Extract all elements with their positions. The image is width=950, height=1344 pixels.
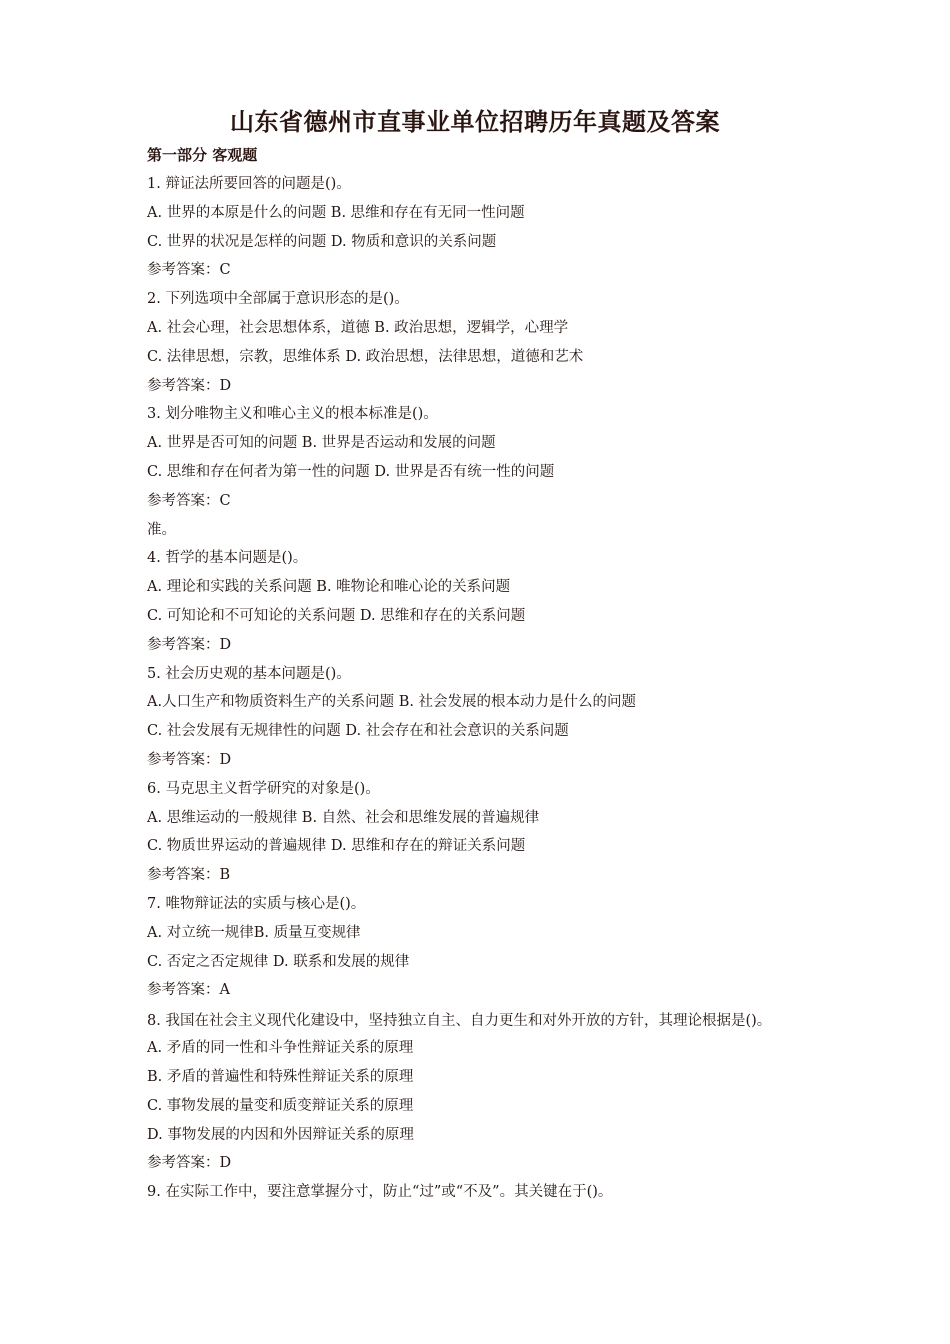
text-line: C. 事物发展的量变和质变辩证关系的原理 — [147, 1097, 414, 1114]
text-line: 5. 社会历史观的基本问题是()。 — [147, 665, 351, 682]
text-line: A. 矛盾的同一性和斗争性辩证关系的原理 — [147, 1040, 414, 1057]
text-line: 3. 划分唯物主义和唯心主义的根本标准是()。 — [147, 406, 438, 423]
text-line: C. 社会发展有无规律性的问题 D. 社会存在和社会意识的关系问题 — [147, 723, 569, 740]
text-line: 7. 唯物辩证法的实质与核心是()。 — [147, 895, 366, 912]
text-line: B. 矛盾的普遍性和特殊性辩证关系的原理 — [147, 1068, 414, 1085]
answer-line: 参考答案：B — [147, 867, 231, 884]
question-block-1 — [147, 174, 852, 1009]
answer-line: 参考答案：D — [147, 636, 232, 653]
text-line: C. 思维和存在何者为第一性的问题 D. 世界是否有统一性的问题 — [147, 463, 555, 480]
text-line: A. 理论和实践的关系问题 B. 唯物论和唯心论的关系问题 — [147, 579, 511, 596]
text-line: D. 事物发展的内因和外因辩证关系的原理 — [147, 1126, 414, 1143]
text-line: A.人口生产和物质资料生产的关系问题 B. 社会发展的根本动力是什么的问题 — [147, 694, 637, 711]
answer-line: 参考答案：C — [147, 262, 231, 279]
answer-line: 参考答案：C — [147, 492, 231, 509]
text-line: 2. 下列选项中全部属于意识形态的是()。 — [147, 291, 409, 308]
text-line: C. 可知论和不可知论的关系问题 D. 思维和存在的关系问题 — [147, 607, 526, 624]
text-line: A. 思维运动的一般规律 B. 自然、社会和思维发展的普遍规律 — [147, 809, 540, 826]
text-line: 1. 辩证法所要回答的问题是()。 — [147, 176, 351, 192]
text-line: 6. 马克思主义哲学研究的对象是()。 — [147, 780, 380, 797]
text-line: A. 对立统一规律B. 质量互变规律 — [147, 924, 361, 941]
text-line: C. 物质世界运动的普遍规律 D. 思维和存在的辩证关系问题 — [147, 838, 526, 855]
text-line: C. 世界的状况是怎样的问题 D. 物质和意识的关系问题 — [147, 233, 497, 250]
document-title: 山东省德州市直事业单位招聘历年真题及答案 — [230, 108, 720, 136]
question-block-2 — [147, 1038, 852, 1211]
text-line: A. 社会心理，社会思想体系，道德 B. 政治思想，逻辑学，心理学 — [147, 319, 569, 336]
answer-line: 参考答案：A — [147, 982, 230, 999]
answer-line: 参考答案：D — [147, 1155, 232, 1172]
answer-line: 参考答案：D — [147, 377, 232, 394]
text-line: A. 世界的本原是什么的问题 B. 思维和存在有无同一性问题 — [147, 204, 525, 221]
text-line: C. 否定之否定规律 D. 联系和发展的规律 — [147, 953, 410, 970]
text-line: C. 法律思想，宗教，思维体系 D. 政治思想，法律思想，道德和艺术 — [147, 348, 584, 365]
section-heading: 第一部分 客观题 — [147, 146, 258, 164]
text-line: A. 世界是否可知的问题 B. 世界是否运动和发展的问题 — [147, 435, 496, 452]
text-line: 准。 — [147, 521, 176, 538]
answer-line: 参考答案：D — [147, 751, 232, 768]
text-line: 9. 在实际工作中，要注意掌握分寸，防止“过”或“不及”。其关键在于()。 — [147, 1184, 613, 1201]
document-body — [147, 145, 852, 1211]
question-8: 8. 我国在社会主义现代化建设中，坚持独立自主、自力更生和对外开放的方针，其理论根据是()。 — [147, 1013, 772, 1030]
text-line: 4. 哲学的基本问题是()。 — [147, 550, 308, 567]
